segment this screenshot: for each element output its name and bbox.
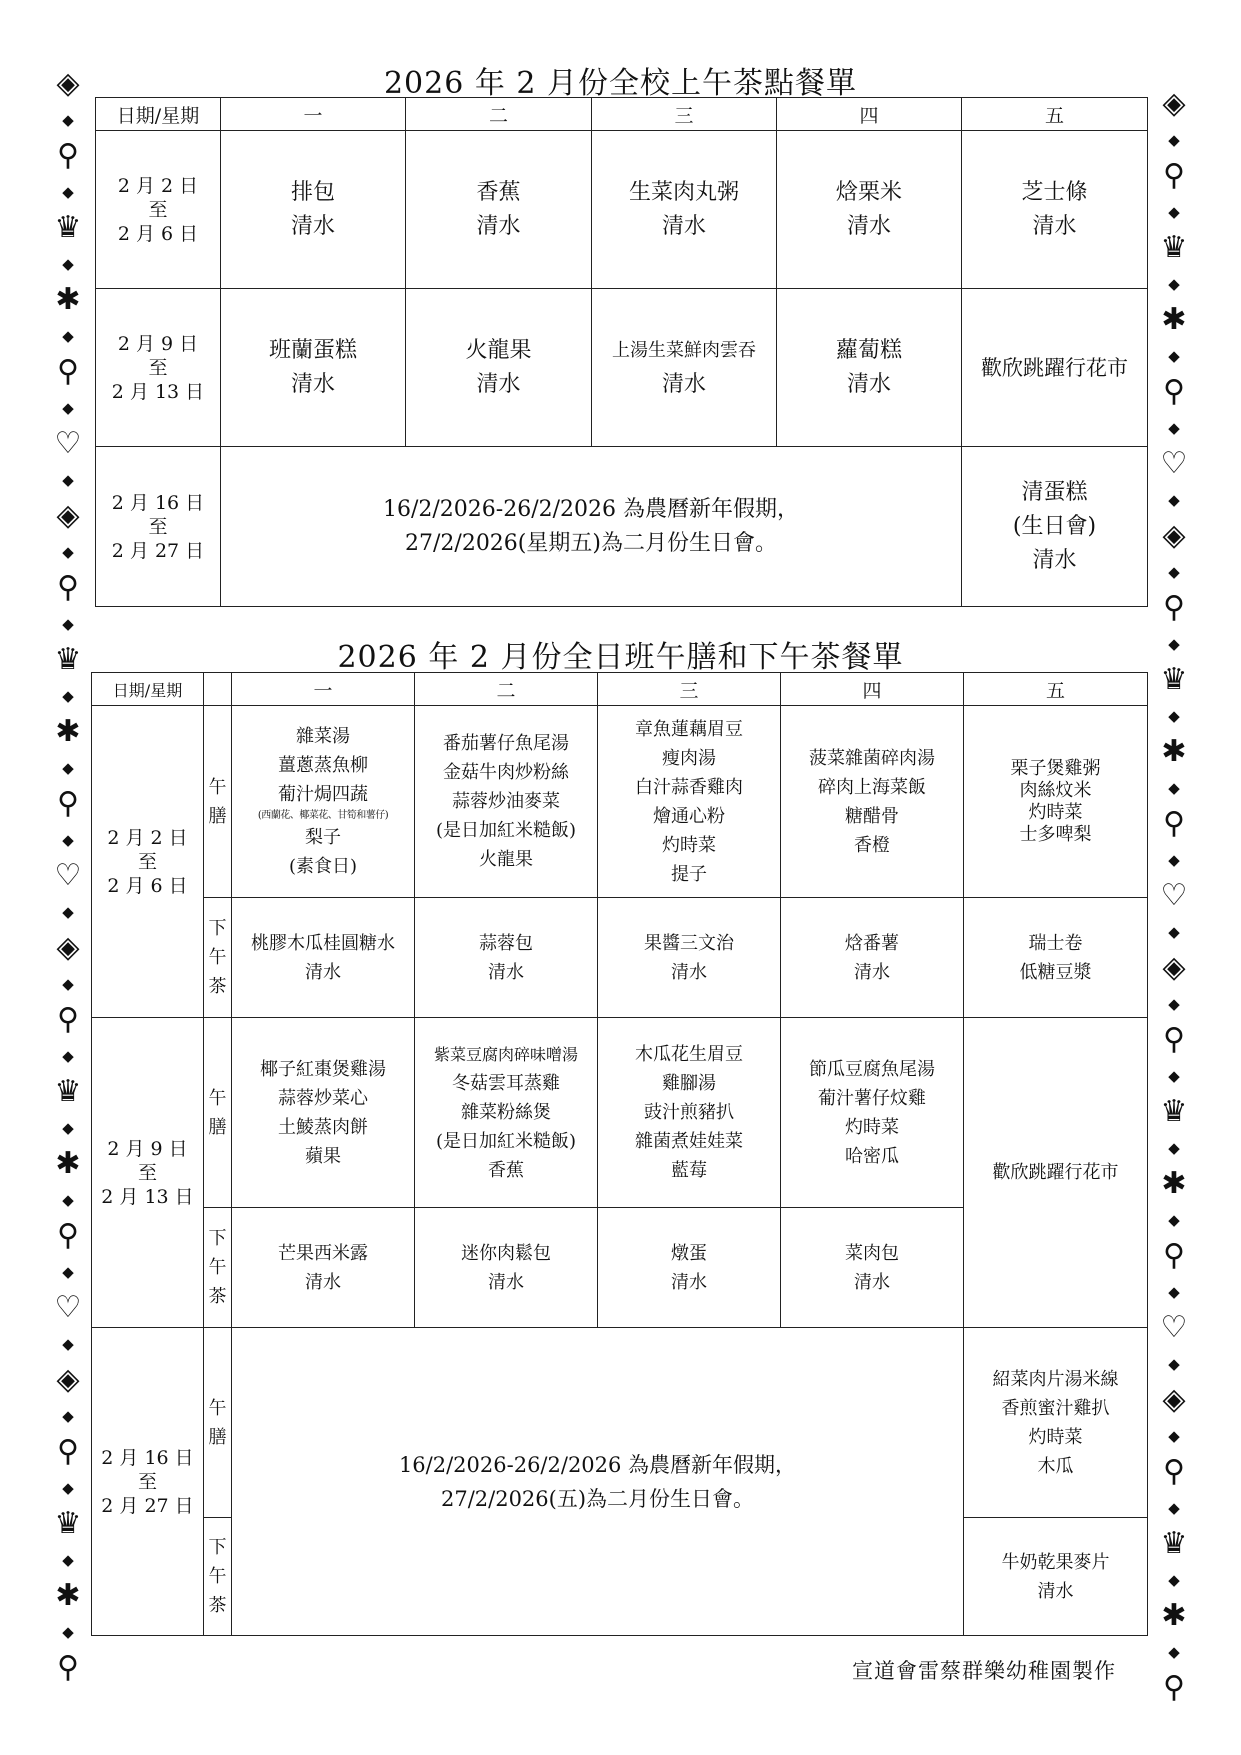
cake-icon: ♛	[1160, 662, 1188, 697]
date-range: 2 月 16 日 至 2 月 27 日	[96, 447, 221, 607]
heart-icon: ♡	[54, 858, 82, 893]
dot-icon: ◆	[1168, 1211, 1180, 1229]
dot-icon: ◆	[62, 1047, 74, 1065]
morning-tea-table	[95, 97, 1148, 607]
dot-icon: ◆	[62, 327, 74, 345]
menu-cell: 歡欣跳躍行花市	[962, 289, 1148, 447]
dot-icon: ◆	[1168, 203, 1180, 221]
date-weekday-header: 日期/星期	[96, 98, 221, 131]
lollipop-icon: ⚲	[57, 138, 79, 173]
candy-icon: ✱	[55, 1578, 81, 1613]
dot-icon: ◆	[62, 399, 74, 417]
dot-icon: ◆	[1168, 347, 1180, 365]
menu-cell: 焓番薯 清水	[781, 898, 964, 1018]
lunch-row	[92, 706, 1148, 898]
tuesday-header: 二	[415, 673, 598, 706]
menu-cell: 番茄薯仔魚尾湯 金菇牛肉炒粉絲 蒜蓉炒油麥菜 (是日加紅米糙飯) 火龍果	[415, 706, 598, 898]
friday-header: 五	[962, 98, 1148, 131]
lollipop-icon: ⚲	[57, 1218, 79, 1253]
menu-cell: 香蕉 清水	[406, 131, 592, 289]
menu-cell: 紫菜豆腐肉碎味噌湯 冬菇雲耳蒸雞 雜菜粉絲煲 (是日加紅米糙飯) 香蕉	[415, 1018, 598, 1208]
badge-icon: ◈	[56, 1362, 80, 1397]
dot-icon: ◆	[62, 1623, 74, 1641]
lollipop-icon: ⚲	[57, 1002, 79, 1037]
left-decoration-border	[38, 66, 98, 1740]
menu-cell: 菜肉包 清水	[781, 1208, 964, 1328]
dot-icon: ◆	[62, 255, 74, 273]
menu-cell: 芝士條 清水	[962, 131, 1148, 289]
menu-cell: 木瓜花生眉豆 雞腳湯 豉汁煎豬扒 雜菌煮娃娃菜 藍莓	[598, 1018, 781, 1208]
lollipop-icon: ⚲	[1163, 158, 1185, 193]
dot-icon: ◆	[1168, 635, 1180, 653]
cake-icon: ♛	[1160, 1094, 1188, 1129]
lunch-label: 午 膳	[204, 1328, 232, 1518]
heart-icon: ♡	[1160, 446, 1188, 481]
dot-icon: ◆	[62, 1479, 74, 1497]
tea-row	[92, 898, 1148, 1018]
monday-header: 一	[232, 673, 415, 706]
menu-cell: 芒果西米露 清水	[232, 1208, 415, 1328]
tea-label: 下 午 茶	[204, 898, 232, 1018]
dot-icon: ◆	[1168, 1283, 1180, 1301]
dot-icon: ◆	[1168, 563, 1180, 581]
badge-icon: ◈	[56, 498, 80, 533]
week-row	[96, 289, 1148, 447]
lollipop-icon: ⚲	[57, 786, 79, 821]
dot-icon: ◆	[62, 687, 74, 705]
tea-label: 下 午 茶	[204, 1208, 232, 1328]
friday-header: 五	[964, 673, 1148, 706]
lollipop-icon: ⚲	[57, 354, 79, 389]
lunch-row	[92, 1328, 1148, 1518]
dot-icon: ◆	[62, 615, 74, 633]
dot-icon: ◆	[62, 903, 74, 921]
holiday-notice: 16/2/2026-26/2/2026 為農曆新年假期， 27/2/2026(五)為二月份生日會。	[232, 1328, 964, 1636]
candy-icon: ✱	[55, 714, 81, 749]
dot-icon: ◆	[62, 1335, 74, 1353]
dot-icon: ◆	[62, 183, 74, 201]
header-row	[96, 98, 1148, 131]
lollipop-icon: ⚲	[57, 1650, 79, 1685]
lollipop-icon: ⚲	[1163, 1454, 1185, 1489]
badge-icon: ◈	[1162, 86, 1186, 121]
monday-header: 一	[221, 98, 406, 131]
dot-icon: ◆	[1168, 1643, 1180, 1661]
morning-tea-title: 2026 年 2 月份全校上午茶點餐單	[383, 66, 858, 101]
week-row	[96, 447, 1148, 607]
badge-icon: ◈	[56, 930, 80, 965]
lunch-label: 午 膳	[204, 1018, 232, 1208]
date-range: 2 月 16 日 至 2 月 27 日	[92, 1328, 204, 1636]
candy-icon: ✱	[55, 282, 81, 317]
candy-icon: ✱	[1161, 1166, 1187, 1201]
dot-icon: ◆	[1168, 1355, 1180, 1373]
menu-cell: 章魚蓮藕眉豆 瘦肉湯 白汁蒜香雞肉 燴通心粉 灼時菜 提子	[598, 706, 781, 898]
menu-cell: 節瓜豆腐魚尾湯 葡汁薯仔炆雞 灼時菜 哈密瓜	[781, 1018, 964, 1208]
menu-cell: 火龍果 清水	[406, 289, 592, 447]
meal-type-header	[204, 673, 232, 706]
lunch-tea-table	[91, 672, 1148, 1636]
lunch-row	[92, 1018, 1148, 1208]
lollipop-icon: ⚲	[1163, 374, 1185, 409]
heart-icon: ♡	[54, 1290, 82, 1325]
dot-icon: ◆	[1168, 1571, 1180, 1589]
menu-cell: 牛奶乾果麥片 清水	[964, 1518, 1148, 1636]
wednesday-header: 三	[598, 673, 781, 706]
lollipop-icon: ⚲	[1163, 806, 1185, 841]
dot-icon: ◆	[62, 543, 74, 561]
badge-icon: ◈	[1162, 518, 1186, 553]
dot-icon: ◆	[62, 759, 74, 777]
menu-cell: 栗子煲雞粥 肉絲炆米 灼時菜 士多啤梨	[964, 706, 1148, 898]
lollipop-icon: ⚲	[57, 570, 79, 605]
dot-icon: ◆	[62, 111, 74, 129]
heart-icon: ♡	[54, 426, 82, 461]
lollipop-icon: ⚲	[57, 1434, 79, 1469]
candy-icon: ✱	[1161, 302, 1187, 337]
dot-icon: ◆	[1168, 923, 1180, 941]
dot-icon: ◆	[1168, 419, 1180, 437]
menu-cell: 班蘭蛋糕 清水	[221, 289, 406, 447]
dot-icon: ◆	[1168, 707, 1180, 725]
menu-cell: 蒜蓉包 清水	[415, 898, 598, 1018]
date-range: 2 月 2 日 至 2 月 6 日	[92, 706, 204, 1018]
lollipop-icon: ⚲	[1163, 590, 1185, 625]
cake-icon: ♛	[54, 642, 82, 677]
lollipop-icon: ⚲	[1163, 1238, 1185, 1273]
date-range: 2 月 9 日 至 2 月 13 日	[92, 1018, 204, 1328]
menu-cell: 生菜肉丸粥 清水	[592, 131, 777, 289]
menu-cell: 迷你肉鬆包 清水	[415, 1208, 598, 1328]
dot-icon: ◆	[1168, 275, 1180, 293]
dot-icon: ◆	[1168, 995, 1180, 1013]
menu-cell: 果醬三文治 清水	[598, 898, 781, 1018]
cake-icon: ♛	[1160, 230, 1188, 265]
candy-icon: ✱	[1161, 1598, 1187, 1633]
date-range: 2 月 2 日 至 2 月 6 日	[96, 131, 221, 289]
lunch-label: 午 膳	[204, 706, 232, 898]
menu-cell: 排包 清水	[221, 131, 406, 289]
dot-icon: ◆	[1168, 851, 1180, 869]
menu-cell: 清蛋糕 (生日會) 清水	[962, 447, 1148, 607]
thursday-header: 四	[777, 98, 962, 131]
tuesday-header: 二	[406, 98, 592, 131]
dot-icon: ◆	[1168, 1499, 1180, 1517]
menu-cell: 紹菜肉片湯米線 香煎蜜汁雞扒 灼時菜 木瓜	[964, 1328, 1148, 1518]
menu-cell: 瑞士卷 低糖豆漿	[964, 898, 1148, 1018]
lollipop-icon: ⚲	[1163, 1670, 1185, 1705]
cake-icon: ♛	[1160, 1526, 1188, 1561]
menu-cell: 雜菜湯 薑蔥蒸魚柳 葡汁焗四蔬 (西蘭花、椰菜花、甘筍和薯仔) 梨子 (素食日)	[232, 706, 415, 898]
dot-icon: ◆	[1168, 779, 1180, 797]
dot-icon: ◆	[62, 1263, 74, 1281]
thursday-header: 四	[781, 673, 964, 706]
badge-icon: ◈	[1162, 950, 1186, 985]
dot-icon: ◆	[62, 975, 74, 993]
menu-cell: 菠菜雜菌碎肉湯 碎肉上海菜飯 糖醋骨 香橙	[781, 706, 964, 898]
dot-icon: ◆	[1168, 1067, 1180, 1085]
menu-cell: 焓栗米 清水	[777, 131, 962, 289]
holiday-notice: 16/2/2026-26/2/2026 為農曆新年假期， 27/2/2026(星期五)為二月份生日會。	[221, 447, 962, 607]
menu-cell: 桃膠木瓜桂圓糖水 清水	[232, 898, 415, 1018]
heart-icon: ♡	[1160, 878, 1188, 913]
menu-cell: 燉蛋 清水	[598, 1208, 781, 1328]
dot-icon: ◆	[62, 471, 74, 489]
badge-icon: ◈	[56, 66, 80, 101]
week-row	[96, 131, 1148, 289]
dot-icon: ◆	[1168, 1427, 1180, 1445]
lunch-tea-title: 2026 年 2 月份全日班午膳和下午茶餐單	[337, 640, 904, 675]
candy-icon: ✱	[55, 1146, 81, 1181]
badge-icon: ◈	[1162, 1382, 1186, 1417]
dot-icon: ◆	[1168, 131, 1180, 149]
dot-icon: ◆	[62, 831, 74, 849]
dot-icon: ◆	[62, 1191, 74, 1209]
wednesday-header: 三	[592, 98, 777, 131]
menu-cell: 椰子紅棗煲雞湯 蒜蓉炒菜心 土鯪蒸肉餅 蘋果	[232, 1018, 415, 1208]
candy-icon: ✱	[1161, 734, 1187, 769]
dot-icon: ◆	[62, 1119, 74, 1137]
header-row	[92, 673, 1148, 706]
dot-icon: ◆	[62, 1551, 74, 1569]
dot-icon: ◆	[1168, 1139, 1180, 1157]
footer-credit: 宣道會雷蔡群樂幼稚園製作	[852, 1659, 1116, 1683]
menu-cell: 歡欣跳躍行花市	[964, 1018, 1148, 1328]
heart-icon: ♡	[1160, 1310, 1188, 1345]
dot-icon: ◆	[1168, 491, 1180, 509]
tea-label: 下 午 茶	[204, 1518, 232, 1636]
lollipop-icon: ⚲	[1163, 1022, 1185, 1057]
dot-icon: ◆	[62, 1407, 74, 1425]
right-decoration-border	[1144, 86, 1204, 1740]
date-range: 2 月 9 日 至 2 月 13 日	[96, 289, 221, 447]
date-weekday-header: 日期/星期	[92, 673, 204, 706]
cake-icon: ♛	[54, 1074, 82, 1109]
menu-cell: 蘿蔔糕 清水	[777, 289, 962, 447]
menu-cell: 上湯生菜鮮肉雲吞 清水	[592, 289, 777, 447]
cake-icon: ♛	[54, 1506, 82, 1541]
cake-icon: ♛	[54, 210, 82, 245]
